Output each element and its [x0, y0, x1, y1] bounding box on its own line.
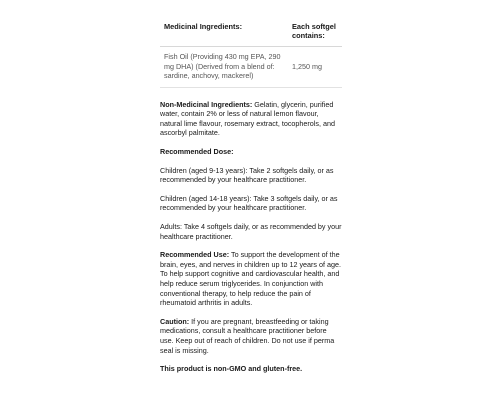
dose-adults: Adults: Take 4 softgels daily, or as recommended by your healthcare practitioner. [160, 221, 342, 241]
caution [160, 317, 342, 355]
non-medicinal-label: Non-Medicinal Ingredients: [160, 99, 253, 109]
recommended-use [160, 250, 342, 308]
non-medicinal-text: Gelatin, glycerin, purified water, contain 2% or less of natural lemon flavour, natural lime flavour, rosemary extract, tocopherols, and ascorbyl palmitate. [160, 99, 335, 138]
dose-children-9-13: Children (aged 9-13 years): Take 2 softgels daily, or as recommended by your healthcare practitioner. [160, 165, 334, 185]
caution-text: If you are pregnant, breastfeeding or taking medications, consult a healthcare practitioner before use. Keep out of reach of children. Do not use if perma seal is missing. [160, 316, 335, 355]
medicinal-ingredients-header: Medicinal Ingredients: [164, 22, 243, 31]
table-row [160, 47, 342, 87]
caution-label: Caution: [160, 316, 190, 326]
recommended-use-text: To support the development of the brain, eyes, and nerves in children up to 12 years of age. To help support cognitive and cardiovascular health, and help reduce serum triglycerides. In conjunction with conventional therapy, to help reduce the pain of rheumatoid arthritis in adults. [160, 250, 341, 308]
per-softgel-header: Each softgel contains: [292, 22, 336, 41]
dose-children-14-18: Children (aged 14-18 years): Take 3 softgels daily, or as recommended by your healthcare practitioner. [160, 193, 338, 213]
non-gmo-statement: This product is non-GMO and gluten-free. [160, 364, 303, 374]
product-information-panel [160, 22, 342, 374]
medicinal-ingredients-table [160, 22, 342, 88]
recommended-dose-heading: Recommended Dose: [160, 147, 234, 156]
recommended-use-label: Recommended Use: [160, 250, 230, 260]
non-medicinal-ingredients [160, 100, 342, 138]
table-header-row [160, 22, 342, 47]
amount-cell: 1,250 mg [292, 47, 342, 87]
ingredient-cell: Fish Oil (Providing 430 mg EPA, 290 mg DHA) (Derived from a blend of: sardine, anchovy, mackerel) [160, 47, 292, 87]
